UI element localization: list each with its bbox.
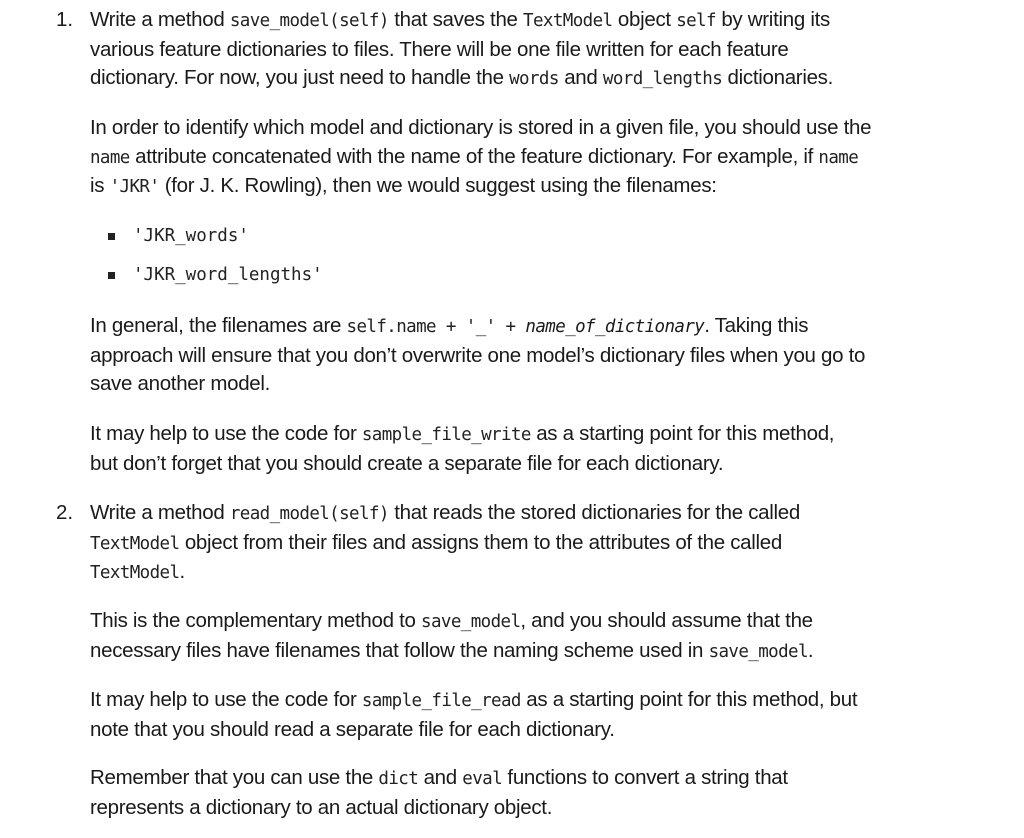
method-signature: save_model(self): [229, 11, 389, 31]
item1-general-paragraph: In general, the filenames are self.name + '_' + name_of_dictionary. Taking this approach will ensure that you don’t overwrite one model’s dictionary files when you go to save another model.: [90, 314, 866, 395]
bullet-marker: [108, 272, 115, 279]
list-item: 'JKR_words': [133, 226, 249, 246]
method-signature: read_model(self): [229, 504, 389, 524]
item2-intro: Write a method read_model(self) that reads the stored dictionaries for the called TextModel object from their files and assigns them to the attributes of the called TextModel.: [90, 501, 800, 583]
item2-complement-paragraph: This is the complementary method to save_model, and you should assume that the necessary files have filenames that follow the naming scheme used in save_model.: [90, 609, 814, 662]
bullet-marker: [108, 233, 115, 240]
item2-hint-paragraph: It may help to use the code for sample_file_read as a starting point for this method, but note that you should read a separate file for each dictionary.: [90, 688, 858, 741]
item1-naming-paragraph: In order to identify which model and dictionary is stored in a given file, you should use the name attribute concatenated with the name of the feature dictionary. For example, if name is 'JKR' (for J. K. Rowling), then we would suggest using the filenames:: [90, 116, 872, 197]
item-number: 1.: [56, 8, 74, 31]
item1-intro: Write a method save_model(self) that saves the TextModel object self by writing its various feature dictionaries to files. There will be one file written for each feature dictionary. For now, you just need to handle the words and word_lengths dictionaries.: [90, 8, 834, 89]
item1-hint-paragraph: It may help to use the code for sample_file_write as a starting point for this method, but don’t forget that you should create a separate file for each dictionary.: [90, 422, 835, 475]
item-number: 2.: [56, 501, 74, 524]
item2-remember-paragraph: Remember that you can use the dict and eval functions to convert a string that represents a dictionary to an actual dictionary object.: [90, 766, 788, 819]
list-item: 'JKR_word_lengths': [133, 265, 323, 285]
